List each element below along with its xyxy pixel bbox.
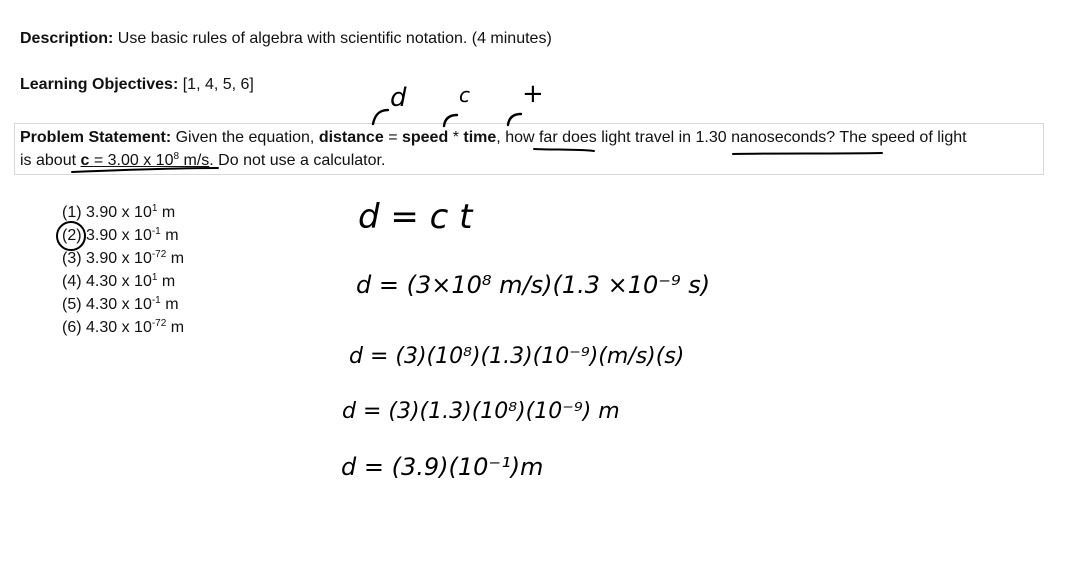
problem-star: * (452, 129, 459, 146)
c-value: = 3.00 x 10 (93, 152, 174, 169)
c-label: c (80, 152, 90, 169)
problem-duration: 1.30 nanoseconds? (695, 129, 836, 146)
choice-mantissa: 4.30 x 10 (86, 296, 152, 313)
underline-how-far (534, 149, 594, 151)
choice-exponent: -1 (151, 226, 161, 237)
problem-middle: does light travel in (562, 129, 692, 146)
hook-speed (444, 115, 457, 126)
underline-duration (733, 153, 882, 154)
hook-time (508, 114, 521, 125)
choice-exponent: -1 (151, 295, 161, 306)
choice-mantissa: 3.90 x 10 (86, 204, 152, 221)
problem-comma: , (496, 129, 501, 146)
hand-eq-1: d = c t (358, 197, 473, 237)
choice-exponent: 1 (151, 203, 158, 214)
choice-exponent: -72 (151, 318, 167, 329)
choice-unit: m (165, 296, 179, 313)
choice-number: (6) (62, 319, 82, 336)
description-label: Description: (20, 30, 114, 47)
choice-number: (2) (62, 227, 82, 244)
problem-label: Problem Statement: (20, 129, 172, 146)
problem-how-far: how far (505, 129, 558, 146)
problem-tail: The speed of light (839, 129, 967, 146)
problem-intro: Given the equation, (175, 129, 315, 146)
underline-speed-of-light (72, 168, 218, 172)
selected-answer-circle (57, 222, 85, 250)
hand-eq-4: d = (3)(1.3)(10⁸)(10⁻⁹) m (342, 399, 620, 424)
choice-number: (5) (62, 296, 82, 313)
problem-speed: speed (401, 129, 449, 146)
description-text: Use basic rules of algebra with scientific notation. (4 minutes) (117, 30, 552, 47)
choice-mantissa: 3.90 x 10 (86, 250, 152, 267)
c-exponent: 8 (173, 151, 180, 162)
choice-unit: m (170, 319, 185, 336)
hand-symbol-c: c (459, 83, 470, 107)
hand-eq-5: d = (3.9)(10⁻¹)m (341, 453, 544, 481)
learning-objectives-label: Learning Objectives: (20, 76, 179, 93)
choice-mantissa: 4.30 x 10 (86, 319, 152, 336)
choice-unit: m (161, 204, 176, 221)
choice-number: (1) (62, 204, 82, 221)
problem-line2-end: . Do not use a calculator. (209, 152, 386, 169)
choice-mantissa: 4.30 x 10 (86, 273, 152, 290)
choice-exponent: -72 (151, 249, 167, 260)
hand-symbol-d: d (390, 83, 407, 113)
choice-unit: m (170, 250, 185, 267)
problem-equals: = (388, 129, 398, 146)
choice-exponent: 1 (151, 272, 158, 283)
choice-unit: m (165, 227, 179, 244)
problem-time: time (463, 129, 497, 146)
choice-unit: m (161, 273, 176, 290)
hand-symbol-t: + (522, 79, 544, 109)
choice-mantissa: 3.90 x 10 (86, 227, 152, 244)
choice-number: (4) (62, 273, 82, 290)
hand-eq-3: d = (3)(10⁸)(1.3)(10⁻⁹)(m/s)(s) (349, 344, 685, 369)
c-unit: m/s (183, 152, 210, 169)
problem-line2-start: is about (20, 152, 77, 169)
learning-objectives-text: [1, 4, 5, 6] (182, 76, 254, 93)
hook-distance (373, 110, 388, 124)
problem-distance: distance (318, 129, 384, 146)
hand-eq-2: d = (3×10⁸ m/s)(1.3 ×10⁻⁹ s) (356, 271, 711, 299)
choice-number: (3) (62, 250, 82, 267)
